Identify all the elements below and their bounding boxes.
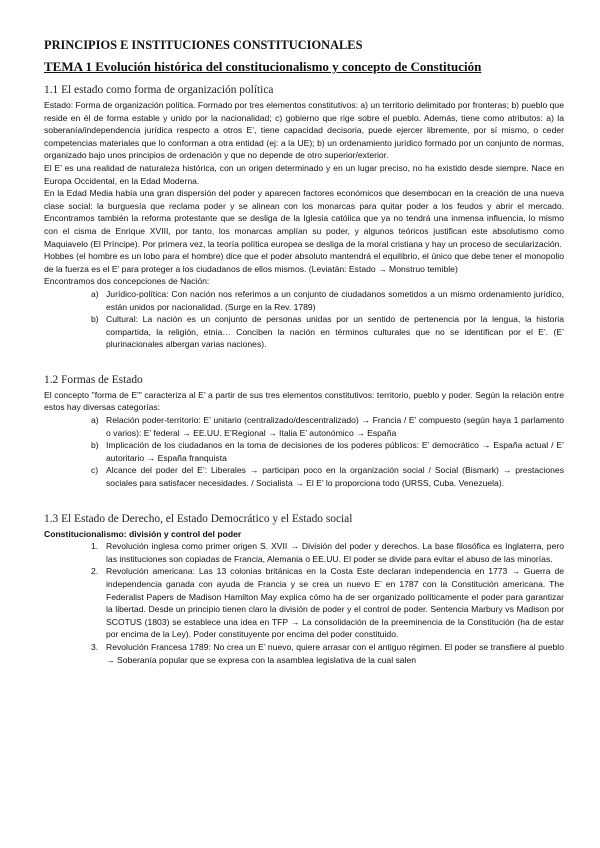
list-item-text: Revolución Francesa 1789: No crea un E’ nuevo, quiere arrasar con el antiguo régimen. El poder se transfiere al pueblo → Soberanía popular que se expresa con la asamblea legislativa de la cual salen [106, 641, 564, 665]
document-title: PRINCIPIOS E INSTITUCIONES CONSTITUCIONALES [44, 38, 363, 52]
list-item-text: Revolución americana: Las 13 colonias británicas en la Costa Este declaran independencia en 1773 → Guerra de independencia ganada con ayuda de Francia y se crea un nuevo E’ en 1787 con la Constitución americana. The Federalist Papers de Madison Hamilton May explica cómo ha de ser organizado políticamente el poder para garantizar la libertad. Desde un principio tienen claro la división de poder y el control de poder. Sentencia Marbury vs Madison por SCOTUS (1803) se establece una idea en TFP → La consolidación de la preeminencia de la Constitución (ha de estar por encima de la Ley). Poder constituyente por encima del poder constituido. [106, 566, 564, 640]
section-1-paragraph: En la Edad Media había una gran dispersión del poder y aparecen factores económicos que desembocan en la creación de una nueva clase social: la burguesía que reclama poder y se alinean con los monarcas para quitar poder a los feudos y abrir el mercado. Encontramos también la reforma protestante que se desliga de la Iglesia católica que ya no tendrá una inmensa influencia, lo mismo con el cisma de Enrique XVIII, por tanto, los monarcas amplían su poder, y algunos teóricos justifican este absolutismo como Maquiavelo (El Príncipe). Por primera vez, la teoría política europea se desliga de la moral cristiana y hay un proceso de secularización. [44, 188, 564, 249]
list-item-text: Alcance del poder del E’: Liberales → participan poco en la organización social / Social (Bismark) → prestaciones sociales para satisfacer necesidades. / Socialista → El E’ lo proporciona todo (URSS, Cuba. Venezuela). [106, 465, 564, 489]
list-marker: 2. [91, 566, 99, 577]
document-page [44, 38, 564, 666]
state-forms-list [44, 414, 564, 490]
list-item [44, 464, 564, 489]
revolutions-list [44, 540, 564, 666]
list-marker: 1. [91, 541, 99, 552]
section-1-paragraph: Encontramos dos concepciones de Nación: [44, 276, 210, 287]
tema-title: TEMA 1 Evolución histórica del constitucionalismo y concepto de Constitución [44, 59, 482, 74]
list-item [44, 414, 564, 439]
nation-concepts-list [44, 288, 564, 351]
section-1-heading: 1.1 El estado como forma de organización política [44, 84, 274, 96]
section-2-intro: El concepto "forma de E'" caracteriza al E’ a partir de sus tres elementos constitutivos: territorio, pueblo y poder. Según la relación entre estos hay diversas categorías: [44, 389, 564, 413]
list-item [44, 540, 564, 565]
list-item-text: Revolución inglesa como primer origen S. XVII → División del poder y derechos. La base filosófica es Inglaterra, pero las instituciones son copiadas de Francia, Alemania o EE.UU. El poder se divide para evitar el abuso de las minorías. [106, 541, 564, 564]
list-item [44, 313, 564, 351]
list-marker: a) [91, 415, 99, 426]
section-2-heading: 1.2 Formas de Estado [44, 373, 143, 386]
list-item-text: Cultural: La nación es un conjunto de personas unidas por un sentido de pertenencia por la lengua, la historia compartida, la religión, etnia… Conciben la nación en términos culturales que no se identifican por el E’. (E’ plurinacionales albergan varias naciones). [106, 314, 564, 350]
list-item [44, 439, 564, 464]
list-item [44, 641, 564, 666]
section-3-subheading: Constitucionalismo: división y control del poder [44, 528, 242, 539]
list-marker: 3. [91, 641, 99, 652]
list-marker: a) [91, 288, 99, 299]
section-1-paragraph: Hobbes (el hombre es un lobo para el hombre) dice que el poder absoluto mantendrá el equilibrio, el único que debe tener el monopolio de la fuerza es el E’ para proteger a los ciudadanos de ellos mismos. (Leviatán: Estado → Monstruo temible) [44, 251, 564, 274]
list-item [44, 288, 564, 313]
section-3-heading: 1.3 El Estado de Derecho, el Estado Democrático y el Estado social [44, 512, 353, 525]
list-marker: b) [91, 440, 99, 451]
section-1-paragraph: El E’ es una realidad de naturaleza histórica, con un origen determinado y en un lugar preciso, no ha existido desde siempre. Nace en Europa Occidental, en la Edad Moderna. [44, 162, 564, 186]
list-marker: b) [91, 314, 99, 325]
list-item-text: Jurídico-política: Con nación nos referimos a un conjunto de ciudadanos sometidos a un mismo ordenamiento jurídico, están unidos por nacionalidad. (Surge en la Rev. 1789) [106, 288, 564, 312]
section-1-paragraph: Estado: Forma de organización política. Formado por tres elementos constitutivos: a) un territorio delimitado por fronteras; b) pueblo que reside en él de forma estable y unido por la nacionalidad; c) gobierno que rige sobre el pueblo. Además, tiene como atributos: a) la soberanía/independencia jurídica respecto a otros E’, tiene capacidad decisoria, puede ejercer libremente, por sí mismo, o ceder competencias materiales que lo conforman a otra entidad (ej: a la UE); b) un ordenamiento jurídico formado por un conjunto de normas, organizado bajo unos principios de ordenación y que no depende de otro superior/exterior. [44, 100, 564, 161]
list-item [44, 565, 564, 641]
list-marker: c) [91, 465, 99, 476]
list-item-text: Relación poder-territorio: E’ unitario (centralizado/descentralizado) → Francia / E’ compuesto (según haya 1 parlamento o varios): E’ federal → EE.UU. E’Regional → Italia E’ autonómico → España [106, 415, 564, 438]
list-item-text: Implicación de los ciudadanos en la toma de decisiones de los poderes públicos: E’ democrático → España actual / E’ autoritario → España franquista [106, 440, 564, 463]
